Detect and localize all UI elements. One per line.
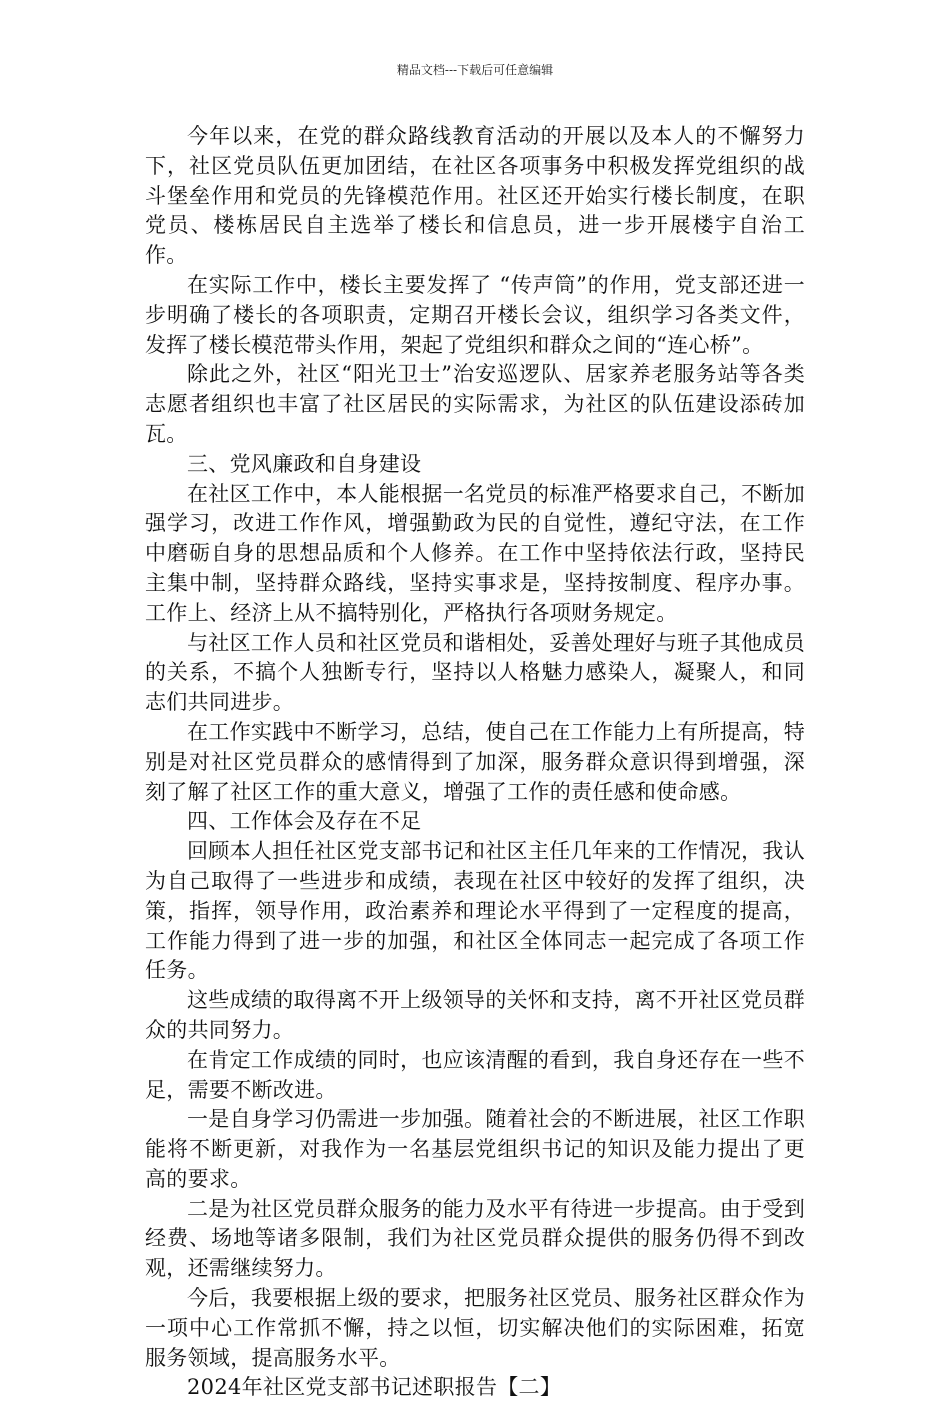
report-title: 2024年社区党支部书记述职报告【二】	[187, 1375, 562, 1400]
paragraph: 在肯定工作成绩的同时，也应该清醒的看到，我自身还存在一些不足，需要不断改进。	[145, 1047, 805, 1102]
section-heading: 四、工作体会及存在不足	[187, 809, 422, 834]
paragraph: 一是自身学习仍需进一步加强。随着社会的不断进展，社区工作职能将不断更新，对我作为一名基层党组织书记的知识及能力提出了更高的要求。	[145, 1107, 805, 1191]
paragraph: 在实际工作中，楼长主要发挥了 “传声筒”的作用，党支部还进一步明确了楼长的各项职责，定期召开楼长会议，组织学习各类文件，发挥了楼长模范带头作用，架起了党组织和群众之间的“连心桥”。	[145, 272, 805, 357]
document-body	[145, 122, 805, 1403]
paragraph: 除此之外，社区“阳光卫士”治安巡逻队、居家养老服务站等各类志愿者组织也丰富了社区居民的实际需求，为社区的队伍建设添砖加瓦。	[145, 362, 805, 446]
paragraph: 今年以来，在党的群众路线教育活动的开展以及本人的不懈努力下，社区党员队伍更加团结，在社区各项事务中积极发挥党组织的战斗堡垒作用和党员的先锋模范作用。社区还开始实行楼长制度，在职党员、楼栋居民自主选举了楼长和信息员，进一步开展楼宇自治工作。	[145, 124, 805, 268]
paragraph: 回顾本人担任社区党支部书记和社区主任几年来的工作情况，我认为自己取得了一些进步和成绩，表现在社区中较好的发挥了组织，决策，指挥，领导作用，政治素养和理论水平得到了一定程度的提高，工作能力得到了进一步的加强，和社区全体同志一起完成了各项工作任务。	[145, 839, 805, 983]
paragraph: 今后，我要根据上级的要求，把服务社区党员、服务社区群众作为一项中心工作常抓不懈，持之以恒，切实解决他们的实际困难，拓宽服务领域，提高服务水平。	[145, 1286, 805, 1370]
page-header: 精品文档---下载后可任意编辑	[396, 63, 554, 77]
section-heading: 三、党风廉政和自身建设	[187, 451, 422, 476]
paragraph: 这些成绩的取得离不开上级领导的关怀和支持，离不开社区党员群众的共同努力。	[145, 988, 805, 1042]
paragraph: 二是为社区党员群众服务的能力及水平有待进一步提高。由于受到经费、场地等诸多限制，我们为社区党员群众提供的服务仍得不到改观，还需继续努力。	[145, 1196, 805, 1281]
paragraph: 在工作实践中不断学习，总结，使自己在工作能力上有所提高，特别是对社区党员群众的感情得到了加深，服务群众意识得到增强，深刻了解了社区工作的重大意义，增强了工作的责任感和使命感。	[145, 719, 805, 804]
paragraph: 与社区工作人员和社区党员和谐相处，妥善处理好与班子其他成员的关系，不搞个人独断专行，坚持以人格魅力感染人，凝聚人，和同志们共同进步。	[145, 630, 805, 715]
paragraph: 在社区工作中，本人能根据一名党员的标准严格要求自己，不断加强学习，改进工作作风，增强勤政为民的自觉性，遵纪守法，在工作中磨砺自身的思想品质和个人修养。在工作中坚持依法行政，坚持民主集中制，坚持群众路线，坚持实事求是，坚持按制度、程序办事。工作上、经济上从不搞特别化，严格执行各项财务规定。	[145, 481, 805, 625]
